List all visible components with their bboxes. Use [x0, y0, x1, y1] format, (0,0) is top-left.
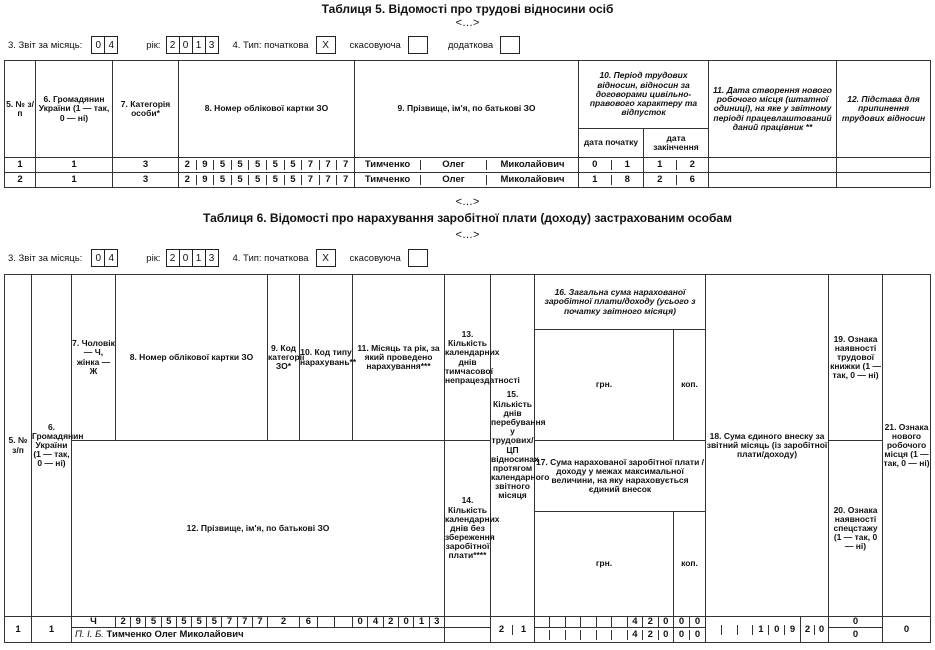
cancel-label: скасовуюча: [349, 39, 401, 51]
card-digit: 5: [231, 160, 249, 170]
t6-h-c13: 13. Кількість календарних днів тимчасової непрацездатності: [445, 275, 491, 441]
card-digit: 5: [284, 175, 302, 185]
card-digit: 9: [130, 617, 145, 627]
pib-label: П. І. Б.: [75, 629, 104, 641]
year-digit[interactable]: 1: [192, 249, 206, 267]
t5-r1-fio[interactable]: [355, 158, 579, 173]
fee-digit: 9: [784, 625, 800, 635]
sum-digit: 4: [627, 617, 642, 627]
card-digit: 5: [213, 175, 231, 185]
days-digit: 1: [512, 625, 534, 635]
t6-h-c17-uah: грн.: [535, 512, 674, 617]
card-digit: 5: [176, 617, 191, 627]
sum-digit: 2: [642, 630, 657, 640]
t6-c13[interactable]: [445, 617, 491, 628]
t5-r1-end[interactable]: [644, 158, 709, 173]
period-digit: 0: [357, 616, 363, 627]
t6-sum16-uah[interactable]: [535, 617, 674, 628]
t5-r1-n: 1: [5, 158, 36, 173]
t5-h-c10a: дата початку: [579, 128, 644, 157]
period-digit: 3: [429, 617, 444, 627]
card-digit: 9: [196, 160, 214, 170]
t6-h-c12: 12. Прізвище, ім'я, по батькові ЗО: [72, 441, 445, 617]
fee-digit: 1: [752, 625, 768, 635]
patronymic: Миколайович: [486, 175, 578, 185]
card-digit: 5: [161, 617, 176, 627]
t5-h-c7: 7. Категорія особи*: [113, 61, 179, 158]
month-digit[interactable]: 4: [104, 36, 118, 54]
t6-c14[interactable]: [445, 628, 491, 643]
kop-digit: 2: [804, 623, 811, 635]
year-digit[interactable]: 0: [179, 249, 193, 267]
t5-r1-citizen[interactable]: 1: [36, 158, 113, 173]
t6-citizen[interactable]: 1: [32, 617, 72, 643]
card-digit: 2: [184, 158, 190, 170]
t6-sum17-kop[interactable]: [674, 628, 706, 643]
kop-digit: 0: [689, 617, 705, 627]
month-digit[interactable]: 0: [91, 36, 105, 54]
card-digit: 7: [319, 175, 337, 185]
card-digit: 5: [266, 160, 284, 170]
card-digit: 5: [191, 617, 206, 627]
sum-digit: 0: [658, 617, 673, 627]
table6-report-row: [8, 248, 428, 268]
t5-r2-fio[interactable]: [355, 173, 579, 188]
t5-r2-c12[interactable]: [837, 173, 931, 188]
t6-accrual[interactable]: [300, 617, 353, 628]
t5-h-c12: 12. Підстава для припинення трудових відносин: [837, 61, 931, 158]
kop-digit: 0: [814, 625, 828, 635]
year-digit[interactable]: 3: [205, 249, 219, 267]
t6-pib[interactable]: [72, 628, 445, 643]
table6-title: Таблиця 6. Відомості про нарахування заробітної плати (доходу) застрахованим особам: [203, 211, 732, 225]
t6-h-c18: 18. Сума єдиного внеску за звітний місяць (із заробітної плати/доходу): [706, 275, 829, 617]
pib-value: Тимченко Олег Миколайович: [106, 629, 244, 641]
t6-h-c15: 15. Кількість днів перебування у трудових/ЦП відносинах протягом календарного звітного місяця: [491, 275, 535, 617]
t6-h-c16: 16. Загальна сума нарахованої заробітної плати/доходу (усього з початку звітного місяця): [535, 275, 706, 330]
t5-r2-c11[interactable]: [709, 173, 837, 188]
t6-h-c5: 5. № з/п: [5, 275, 32, 617]
card-digit: 7: [301, 175, 319, 185]
t6-h-c21: 21. Ознака нового робочого місця (1 — так, 0 — ні): [883, 275, 931, 617]
sum-digit: 2: [642, 617, 657, 627]
card-digit: 5: [266, 175, 284, 185]
table5-ellipsis: <…>: [455, 17, 480, 29]
table5: [4, 60, 931, 188]
days-digit: 2: [498, 623, 505, 635]
card-digit: 7: [319, 160, 337, 170]
surname: Тимченко: [364, 158, 411, 170]
type-cancel-box[interactable]: [408, 36, 428, 54]
t6-fee18-uah[interactable]: [706, 617, 801, 643]
fee-digit: 0: [768, 625, 784, 635]
t5-h-c9: 9. Прізвище, ім'я, по батькові ЗО: [355, 61, 579, 158]
surname: Тимченко: [364, 173, 411, 185]
t5-h-c6: 6. Громадянин України (1 — так, 0 — ні): [36, 61, 113, 158]
kop-digit: 0: [678, 629, 685, 641]
t5-r1-c12[interactable]: [837, 158, 931, 173]
date-digit: 2: [657, 173, 663, 185]
first-name: Олег: [420, 160, 486, 170]
period-digit: 4: [367, 617, 382, 627]
report-month-label: 3. Звіт за місяць:: [8, 39, 83, 51]
t6-f21[interactable]: 0: [883, 617, 931, 643]
table-row: [5, 158, 931, 173]
t5-h-c5: 5. № з/п: [5, 61, 36, 158]
t5-r2-end[interactable]: [644, 173, 709, 188]
t6-h-c9: 9. Код категорії ЗО*: [268, 275, 300, 441]
t5-r1-cat[interactable]: 3: [113, 158, 179, 173]
card-digit: 2: [184, 173, 190, 185]
type-initial-box[interactable]: X: [316, 36, 336, 54]
kop-digit: 0: [678, 616, 685, 627]
t6-fee18-kop[interactable]: [801, 617, 829, 643]
t6-h-c11: 11. Місяць та рік, за який проведено нарахування***: [353, 275, 445, 441]
card-digit: 2: [120, 616, 126, 627]
type-cancel-box[interactable]: [408, 249, 428, 267]
card-digit: 5: [248, 175, 266, 185]
report-month-label: 3. Звіт за місяць:: [8, 252, 83, 264]
card-digit: 7: [336, 175, 354, 185]
t6-h-c20: 20. Ознака наявності спецстажу (1 — так, 0 — ні): [829, 441, 883, 617]
t6-card[interactable]: [116, 617, 268, 628]
card-digit: 7: [252, 617, 267, 627]
card-digit: 9: [196, 175, 214, 185]
date-digit: 1: [592, 173, 598, 185]
year-digit[interactable]: 2: [166, 36, 180, 54]
t6-period[interactable]: [353, 617, 445, 628]
period-digit: 1: [413, 617, 428, 627]
t6-sum16-kop[interactable]: [674, 617, 706, 628]
table6-ellipsis: <…>: [455, 229, 480, 241]
card-digit: 7: [237, 617, 252, 627]
t6-h-c16-kop: коп.: [674, 330, 706, 441]
t5-h-c10b: дата закінчення: [644, 128, 709, 157]
t6-h-c7: 7. Чоловік — Ч, жінка — Ж: [72, 275, 116, 441]
table6: [4, 274, 931, 643]
accrual-digit: 6: [305, 616, 311, 627]
t5-r1-card[interactable]: [179, 158, 355, 173]
t6-h-c10: 10. Код типу нарахувань**: [300, 275, 353, 441]
table5-report-row: [8, 35, 520, 55]
type-label: 4. Тип: початкова: [232, 252, 309, 264]
date-digit: 0: [592, 158, 598, 170]
card-digit: 5: [284, 160, 302, 170]
t6-f20[interactable]: 0: [829, 628, 883, 643]
year-label: рік:: [146, 39, 161, 51]
t6-h-c17: 17. Сума нарахованої заробітної плати / доходу у межах максимальної величини, на яку нараховується єдиний внесок: [535, 441, 706, 512]
month-digit[interactable]: 0: [91, 249, 105, 267]
card-digit: 7: [336, 160, 354, 170]
t6-h-c16-uah: грн.: [535, 330, 674, 441]
period-digit: 0: [398, 617, 413, 627]
table6-pre-ellipsis: <…>: [455, 196, 480, 208]
date-digit: 1: [657, 158, 663, 170]
card-digit: 5: [145, 617, 160, 627]
t6-cat-code[interactable]: 2: [268, 617, 300, 628]
t6-gender[interactable]: Ч: [72, 617, 116, 628]
date-digit: 8: [611, 175, 644, 185]
t6-h-c6: 6. Громадянин України (1 — так, 0 — ні): [32, 275, 72, 617]
t6-days15[interactable]: [491, 617, 535, 643]
t5-h-c8: 8. Номер облікової картки ЗО: [179, 61, 355, 158]
t6-h-c19: 19. Ознака наявності трудової книжки (1 — так, 0 — ні): [829, 275, 883, 441]
card-digit: 5: [231, 175, 249, 185]
t6-h-c8: 8. Номер облікової картки ЗО: [116, 275, 268, 441]
cancel-label: скасовуюча: [349, 252, 401, 264]
year-label: рік:: [146, 252, 161, 264]
year-digit[interactable]: 3: [205, 36, 219, 54]
kop-digit: 0: [689, 630, 705, 640]
sum-digit: 0: [658, 630, 673, 640]
card-digit: 5: [248, 160, 266, 170]
additional-label: додаткова: [447, 39, 494, 51]
t5-r2-n: 2: [5, 173, 36, 188]
type-additional-box[interactable]: [500, 36, 520, 54]
table-row: [5, 617, 931, 628]
patronymic: Миколайович: [486, 160, 578, 170]
first-name: Олег: [420, 175, 486, 185]
period-digit: 2: [383, 617, 398, 627]
date-digit: 6: [676, 175, 709, 185]
t6-n: 1: [5, 617, 32, 643]
card-digit: 5: [206, 617, 221, 627]
t6-f19[interactable]: 0: [829, 617, 883, 628]
date-digit: 2: [676, 160, 709, 170]
type-label: 4. Тип: початкова: [232, 39, 309, 51]
year-digit[interactable]: 0: [179, 36, 193, 54]
t5-h-c10: 10. Період трудових відносин, відносин за договорами цивільно-правового характеру та відпусток: [579, 61, 709, 129]
month-digit[interactable]: 4: [104, 249, 118, 267]
table-row: [5, 173, 931, 188]
t5-r1-c11[interactable]: [709, 158, 837, 173]
t6-h-c14: 14. Кількість календарних днів без збереження заробітної плати****: [445, 441, 491, 617]
table5-title: Таблиця 5. Відомості про трудові відносини осіб: [321, 2, 614, 16]
t5-r1-start[interactable]: [579, 158, 644, 173]
card-digit: 5: [213, 160, 231, 170]
card-digit: 7: [301, 160, 319, 170]
sum-digit: 4: [627, 630, 642, 640]
t5-h-c11: 11. Дата створення нового робочого місця (штатної одиниці), на яке у звітному періоді працевлаштований даний працівник **: [709, 61, 837, 158]
year-digit[interactable]: 2: [166, 249, 180, 267]
card-digit: 7: [221, 617, 236, 627]
t6-sum17-uah[interactable]: [535, 628, 674, 643]
t5-r2-cat[interactable]: 3: [113, 173, 179, 188]
t6-h-c17-kop: коп.: [674, 512, 706, 617]
t5-r2-card[interactable]: [179, 173, 355, 188]
date-digit: 1: [611, 160, 644, 170]
type-initial-box[interactable]: X: [316, 249, 336, 267]
year-digit[interactable]: 1: [192, 36, 206, 54]
t5-r2-start[interactable]: [579, 173, 644, 188]
t5-r2-citizen[interactable]: 1: [36, 173, 113, 188]
